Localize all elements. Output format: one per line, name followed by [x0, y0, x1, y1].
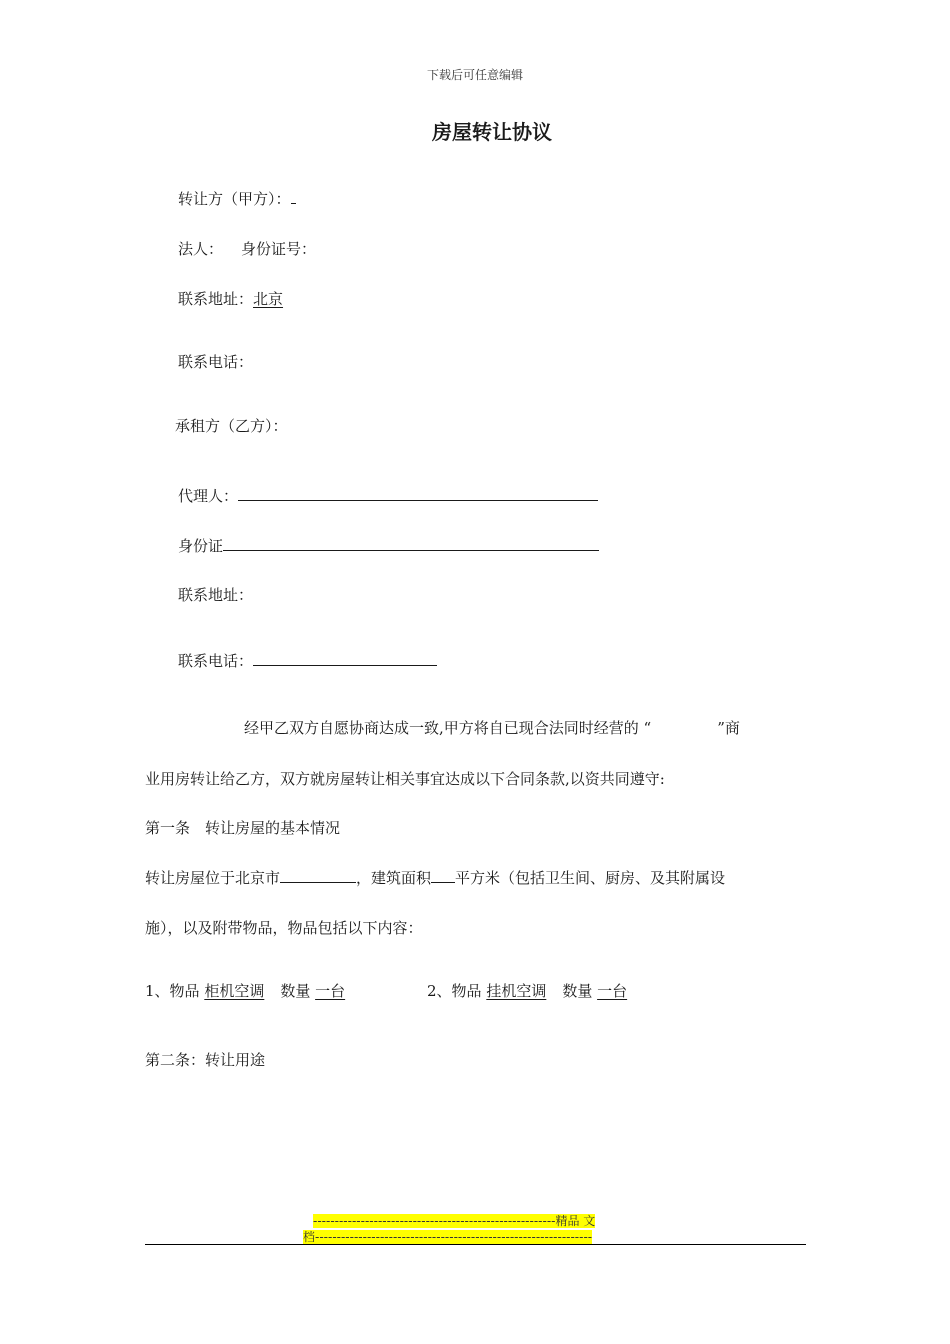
- footer-line-1-text: --------------------------------------------------------精品 文: [313, 1214, 596, 1228]
- party-a-address-line: [178, 288, 283, 309]
- item-1-qty: 一台: [315, 982, 346, 1000]
- item-2-qty: 一台: [597, 982, 628, 1000]
- footer-line-2: [303, 1226, 592, 1245]
- party-a-address-value: 北京: [253, 290, 284, 308]
- legal-person-label: 法人：: [178, 240, 224, 258]
- party-b-id-blank: [223, 536, 599, 551]
- party-b-phone-label: 联系电话：: [178, 652, 254, 670]
- party-b-address-label: 联系地址：: [178, 586, 254, 604]
- location-part-3: 平方米（包括卫生间、厨房、及其附属设: [455, 869, 726, 887]
- article-2-title: 第二条：转让用途: [145, 1051, 266, 1069]
- location-line-2: 施），以及附带物品，物品包括以下内容：: [145, 919, 423, 937]
- legal-person-line: [178, 238, 316, 259]
- lessee-label: 承租方（乙方）：: [175, 417, 288, 435]
- agent-blank: [238, 486, 598, 501]
- location-line-1: [145, 867, 725, 888]
- party-b-id-line: [178, 535, 599, 556]
- item-1: [145, 980, 345, 1001]
- location-part-2: ，建筑面积: [356, 869, 432, 887]
- item-1-prefix: 1、物品: [145, 982, 205, 1000]
- agent-label: 代理人：: [178, 487, 239, 505]
- transferor-label: 转让方（甲方）：: [178, 190, 291, 208]
- agent-line: [178, 485, 598, 506]
- party-b-id-label: 身份证: [178, 537, 224, 555]
- party-b-phone-blank: [253, 651, 437, 666]
- item-2: [427, 980, 627, 1001]
- document-title: 房屋转让协议: [432, 120, 552, 144]
- intro-line-2: 业用房转让给乙方，双方就房屋转让相关事宜达成以下合同条款,以资共同遵守:: [145, 770, 665, 788]
- footer-line-2-text: 档----------------------------------------------------------------: [303, 1230, 593, 1244]
- item-2-qty-label: 数量: [562, 982, 598, 1000]
- party-a-id-label: 身份证号：: [241, 240, 317, 258]
- item-2-prefix: 2、物品: [427, 982, 487, 1000]
- transferor-blank: [291, 189, 296, 204]
- party-a-phone-label: 联系电话：: [178, 353, 254, 371]
- party-a-address-label: 联系地址：: [178, 290, 254, 308]
- area-blank: [431, 868, 455, 883]
- intro-part-1: 经甲乙双方自愿协商达成一致,甲方将自已现合法同时经营的 “: [244, 719, 652, 737]
- item-1-qty-label: 数量: [280, 982, 316, 1000]
- intro-line-1: [244, 717, 740, 738]
- location-part-1: 转让房屋位于北京市: [145, 869, 281, 887]
- item-1-name: 柜机空调: [204, 982, 265, 1000]
- article-1-title: 第一条 转让房屋的基本情况: [145, 819, 341, 837]
- footer-rule: [145, 1244, 806, 1245]
- item-2-name: 挂机空调: [486, 982, 547, 1000]
- intro-part-2: ”商: [717, 719, 740, 737]
- transferor-line: [178, 188, 296, 209]
- location-blank: [280, 868, 356, 883]
- party-b-phone-line: [178, 650, 437, 671]
- page-header: 下载后可任意编辑: [426, 68, 523, 82]
